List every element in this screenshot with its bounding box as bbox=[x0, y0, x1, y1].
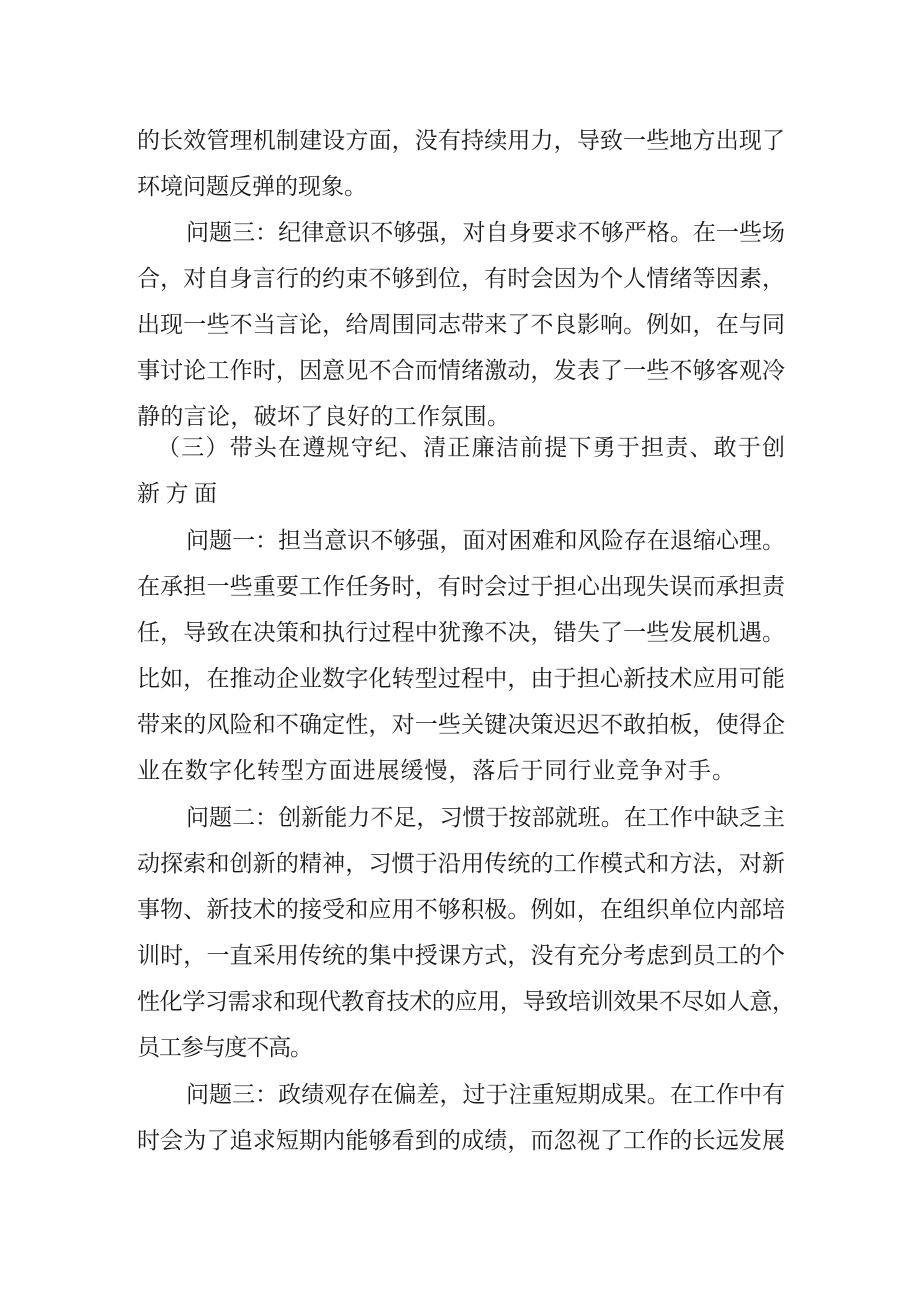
text-line: 问题三：纪律意识不够强，对自身要求不够严格。在一些场 bbox=[186, 220, 786, 246]
section-heading-continued: 新方面 bbox=[137, 481, 223, 507]
text-line: 员工参与度不高。 bbox=[137, 1035, 312, 1061]
text-line: 比如，在推动企业数字化转型过程中，由于担心新技术应用可能 bbox=[137, 666, 786, 692]
section-heading: （三）带头在遵规守纪、清正廉洁前提下勇于担责、敢于创 bbox=[157, 435, 787, 461]
text-line: 问题一：担当意识不够强，面对困难和风险存在退缩心理。 bbox=[186, 528, 786, 554]
text-line: 出现一些不当言论，给周围同志带来了不良影响。例如，在与同 bbox=[137, 312, 786, 338]
text-line: 的长效管理机制建设方面，没有持续用力，导致一些地方出现了 bbox=[137, 128, 786, 154]
text-line: 问题二：创新能力不足，习惯于按部就班。在工作中缺乏主 bbox=[186, 805, 786, 831]
text-line: 带来的风险和不确定性，对一些关键决策迟迟不敢拍板，使得企 bbox=[137, 712, 786, 738]
text-line: 环境问题反弹的现象。 bbox=[137, 174, 367, 200]
text-line: 事讨论工作时，因意见不合而情绪激动，发表了一些不够客观冷 bbox=[137, 358, 786, 384]
text-line: 事物、新技术的接受和应用不够积极。例如，在组织单位内部培 bbox=[137, 897, 786, 923]
text-line: 任，导致在决策和执行过程中犹豫不决，错失了一些发展机遇。 bbox=[137, 620, 786, 646]
text-line: 时会为了追求短期内能够看到的成绩，而忽视了工作的长远发展 bbox=[137, 1128, 786, 1154]
text-line: 训时，一直采用传统的集中授课方式，没有充分考虑到员工的个 bbox=[137, 943, 786, 969]
text-line: 静的言论，破坏了良好的工作氛围。 bbox=[137, 404, 511, 430]
text-line: 合，对自身言行的约束不够到位，有时会因为个人情绪等因素， bbox=[137, 266, 786, 292]
text-line: 业在数字化转型方面进展缓慢，落后于同行业竞争对手。 bbox=[137, 758, 736, 784]
text-line: 动探索和创新的精神，习惯于沿用传统的工作模式和方法，对新 bbox=[137, 851, 786, 877]
text-line: 在承担一些重要工作任务时，有时会过于担心出现失误而承担责 bbox=[137, 574, 786, 600]
text-line: 性化学习需求和现代教育技术的应用，导致培训效果不尽如人意， bbox=[137, 989, 795, 1015]
text-line: 问题三：政绩观存在偏差，过于注重短期成果。在工作中有 bbox=[186, 1082, 786, 1108]
